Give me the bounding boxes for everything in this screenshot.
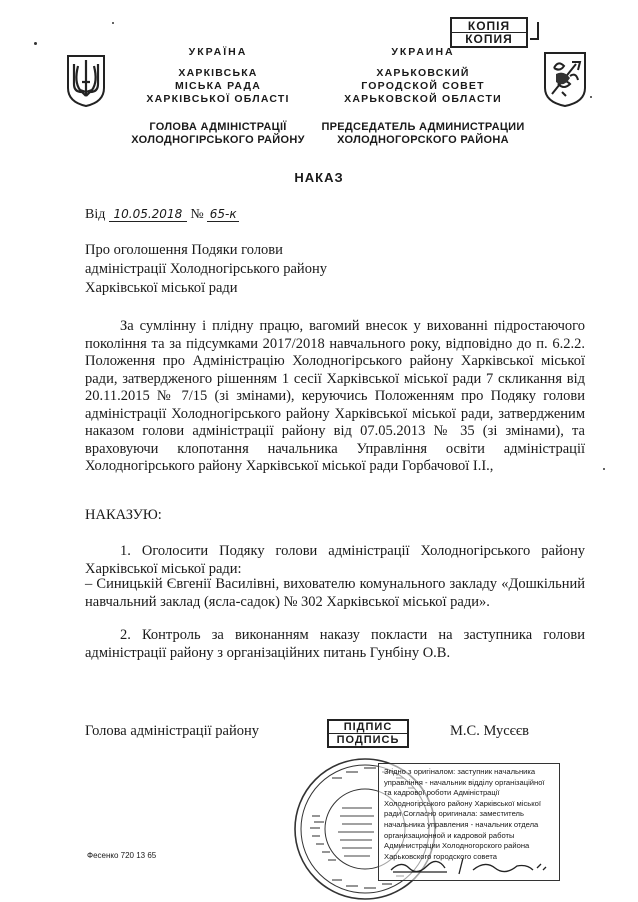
date-prefix: Від [85, 207, 106, 222]
country-name-ua: УКРАЇНА [188, 46, 248, 58]
subject-line3: Харківської міської ради [85, 280, 238, 296]
executor-info: Фесенко 720 13 65 [87, 851, 157, 860]
order-number: 65-к [207, 207, 239, 222]
position-line1-ru: ПРЕДСЕДАТЕЛЬ АДМИНИСТРАЦИИ [321, 121, 525, 133]
order-subject [85, 241, 327, 298]
council-line2-ua: МІСЬКА РАДА [174, 80, 262, 92]
header-left [118, 46, 318, 147]
scan-speck [603, 468, 605, 470]
kharkiv-coat-of-arms-icon [542, 50, 588, 108]
order-date: 10.05.2018 [109, 207, 187, 222]
header-right [312, 46, 534, 147]
council-line3-ru: ХАРЬКОВСКОЙ ОБЛАСТИ [344, 93, 502, 105]
certification-note [378, 763, 560, 881]
position-line1-ua: ГОЛОВА АДМІНІСТРАЦІЇ [149, 121, 287, 133]
council-line1-ua: ХАРКІВСЬКА [178, 67, 258, 79]
signature-position: Голова адміністрації району [85, 723, 259, 739]
order-item-1: 1. Оголосити Подяку голови адміністрації Холодногірського району Харківської міської ради: [85, 543, 585, 577]
signatory-name: М.С. Мусєєв [450, 723, 529, 739]
order-word: НАКАЗУЮ: [85, 507, 162, 523]
number-label: № [190, 207, 204, 222]
document-title: НАКАЗ [294, 170, 344, 185]
date-number-line [85, 207, 239, 223]
signature-stamp-line2: ПОДПИСЬ [329, 733, 407, 746]
position-ru [312, 121, 534, 147]
subject-line1: Про оголошення Подяки голови [85, 242, 283, 258]
copy-stamp-line2: КОПИЯ [452, 32, 526, 45]
handwritten-signatures [387, 854, 557, 876]
scan-speck [34, 42, 37, 45]
subject-line2: адміністрації Холодногірського району [85, 261, 327, 277]
scan-speck [590, 96, 592, 98]
position-line2-ru: ХОЛОДНОГОРСКОГО РАЙОНА [337, 134, 509, 146]
scan-speck [112, 22, 114, 24]
coat-of-arms-icon [64, 52, 108, 108]
corner-mark [530, 22, 539, 40]
position-line2-ua: ХОЛОДНОГІРСЬКОГО РАЙОНУ [131, 134, 305, 146]
signature-stamp-line1: ПІДПИС [343, 721, 393, 733]
copy-stamp-line1: КОПІЯ [467, 19, 511, 33]
certification-note-text: Згідно з оригіналом: заступник начальника управління - начальник відділу організаційної та кадрової роботи Адміністрації Холодногірського району Харківської міської ради Согласно оригинала: заместитель начальника управления - начальник отдела организационной и кадровой работы Администрации Холодногорского района Харьковского городского совета [384, 767, 545, 861]
country-name-ru: УКРАИНА [391, 46, 455, 58]
position-ua [118, 121, 318, 147]
copy-stamp [450, 17, 528, 48]
council-line3-ua: ХАРКІВСЬКОЇ ОБЛАСТІ [146, 93, 290, 105]
signature-stamp [327, 719, 409, 748]
order-item-1-recipient: – Синицькій Євгенії Василівні, вихователю комунального закладу «Дошкільний навчальний заклад (ясла-садок) № 302 Харківської міської ради». [85, 576, 585, 610]
council-line2-ru: ГОРОДСКОЙ СОВЕТ [361, 80, 485, 92]
council-line1-ru: ХАРЬКОВСКИЙ [376, 67, 470, 79]
order-item-2: 2. Контроль за виконанням наказу покласти на заступника голови адміністрації району з організаційних питань Гунбіну О.В. [85, 627, 585, 661]
preamble-paragraph: За сумлінну і плідну працю, вагомий внесок у вихованні підростаючого покоління та за підсумками 2017/2018 навчального року, відповідно до п. 6.2.2. Положення про Адміністрацію Холодногірського району Харківської міської ради, затвердженого рішенням 1 сесії Харківської міської ради 7 скликання від 20.11.2015 № 7/15 (зі змінами), керуючись Положенням про Подяку голови адміністрації Холодногірського району Харківської міської ради, затвердженим наказом голови адміністрації району від 07.05.2013 № 35 (зі змінами), та враховуючи клопотання начальника Управління освіти адміністрації Холодногірського району Харківської міської ради Горбачової І.І., [85, 318, 585, 474]
